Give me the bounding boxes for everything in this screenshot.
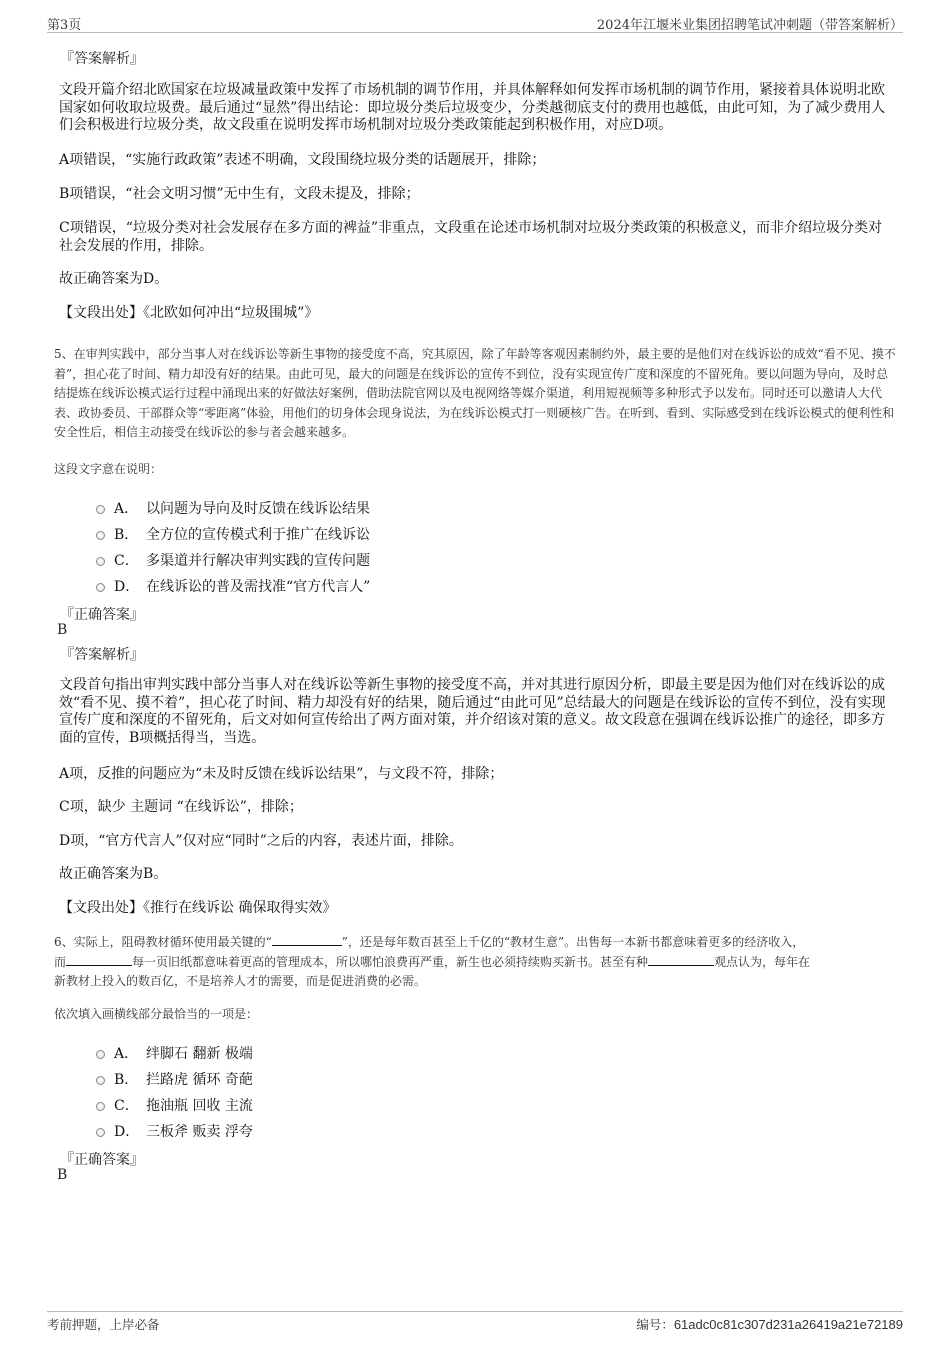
q6-option-b[interactable]: B． 拦路虎 循环 奇葩	[96, 1069, 253, 1089]
page-footer	[47, 1311, 903, 1334]
document-title: 2024年江堰米业集团招聘笔试冲刺题（带答案解析）	[596, 18, 903, 33]
q5-conclusion: 故正确答案为B。	[59, 866, 168, 882]
q6-option-c[interactable]: C． 拖油瓶 回收 主流	[96, 1095, 253, 1115]
radio-button[interactable]	[96, 1076, 105, 1085]
footer-serial: 编号：61adc0c81c307d231a26419a21e72189	[636, 1317, 903, 1332]
q5-answer: B	[57, 622, 68, 638]
q4-analysis-paragraph: 文段开篇介绍北欧国家在垃圾减量政策中发挥了市场机制的调节作用，并具体解释如何发挥市场机制的调节作用，紧接着具体说明北欧国家如何收取垃圾费。最后通过“显然”得出结论：即垃圾分类后垃圾变少，分类越彻底支付的费用也越低，由此可知，为了减少费用人们会积极进行垃圾分类，故文段重在说明发挥市场机制对垃圾分类政策能起到积极作用，对应D项。	[59, 82, 886, 133]
radio-button[interactable]	[96, 1050, 105, 1059]
radio-button[interactable]	[96, 505, 105, 514]
q5-source: 【文段出处】《推行在线诉讼 确保取得实效》	[59, 900, 337, 916]
radio-button[interactable]	[96, 583, 105, 592]
radio-button[interactable]	[96, 531, 105, 540]
q5-analysis-label: 『答案解析』	[60, 647, 144, 663]
q5-stem: 5、在审判实践中，部分当事人对在线诉讼等新生事物的接受度不高，究其原因，除了年龄等客观因素制约外，最主要的是他们对在线诉讼的成效“看不见、摸不着”，担心花了时间、精力却没有好的结果。由此可见，最大的问题是在线诉讼的宣传不到位，没有实现宣传广度和深度的不留死角。要以问题为导向，及时总结提炼在线诉讼模式运行过程中涌现出来的好做法好案例，借助法院官网以及电视网络等媒介渠道，利用短视频等多种形式予以发布。同时还可以邀请人大代表、政协委员、干部群众等“零距离”体验，用他们的切身体会现身说法，为在线诉讼模式打一则硬核广告。在听到、看到、实际感受到在线诉讼模式的便利性和安全性后，相信主动接受在线诉讼的参与者会越来越多。	[54, 347, 896, 439]
radio-button[interactable]	[96, 557, 105, 566]
q4-conclusion: 故正确答案为D。	[59, 271, 169, 287]
q4-analysis-label: 『答案解析』	[60, 51, 144, 67]
q6-option-a[interactable]: A． 绊脚石 翻新 极端	[96, 1043, 253, 1063]
q5-answer-label: 『正确答案』	[60, 607, 144, 623]
q5-option-a[interactable]: A． 以问题为导向及时反馈在线诉讼结果	[96, 498, 370, 518]
q5-option-c[interactable]: C． 多渠道并行解决审判实践的宣传问题	[96, 550, 370, 570]
q6-answer: B	[57, 1167, 68, 1183]
footer-slogan: 考前押题，上岸必备	[47, 1317, 160, 1332]
radio-button[interactable]	[96, 1128, 105, 1137]
q6-option-d[interactable]: D． 三板斧 贩卖 浮夸	[96, 1121, 253, 1141]
q5-item-a: A项，反推的问题应为“未及时反馈在线诉讼结果”，与文段不符，排除；	[59, 766, 504, 782]
q4-source: 【文段出处】《北欧如何冲出“垃圾围城”》	[59, 305, 319, 321]
page-header	[47, 12, 903, 33]
q6-answer-label: 『正确答案』	[60, 1152, 144, 1168]
q6-blank-1[interactable]	[272, 933, 342, 946]
q5-option-d[interactable]: D． 在线诉讼的普及需找准“官方代言人”	[96, 576, 370, 596]
q6-blank-2[interactable]	[66, 953, 132, 966]
q4-item-a: A项错误，“实施行政政策”表述不明确，文段围绕垃圾分类的话题展开，排除；	[59, 152, 546, 168]
q5-item-d: D项，“官方代言人”仅对应“同时”之后的内容，表述片面，排除。	[59, 833, 463, 849]
q6-blank-3[interactable]	[648, 953, 714, 966]
radio-button[interactable]	[96, 1102, 105, 1111]
q6-stem: 6、实际上，阻碍教材循环使用最关键的“ ”，还是每年数百甚至上千亿的“教材生意”。出售每一本新书都意味着更多的经济收入， 而 每一页旧纸都意味着更高的管理成本，所以哪怕浪费再严重，新生也必须持续购买新书。甚至有种 观点认为，每年在 新教材上投入的数百亿，不是培养人才的需要，而是促进消费的必需。	[54, 935, 811, 988]
q5-analysis-paragraph: 文段首句指出审判实践中部分当事人对在线诉讼等新生事物的接受度不高，并对其进行原因分析，即最主要是因为他们对在线诉讼的成效“看不见、摸不着”，担心花了时间、精力却没有好的结果，随后通过“由此可见”总结最大的问题是在线诉讼的宣传不到位，没有实现宣传广度和深度的不留死角，后文对如何宣传给出了两方面对策，并介绍该对策的意义。故文段意在强调在线诉讼推广的途径，即多方面的宣传，B项概括得当，当选。	[59, 677, 886, 746]
q5-item-c: C项，缺少 主题词 “在线诉讼”，排除；	[59, 799, 303, 815]
q4-item-b: B项错误，“社会文明习惯”无中生有，文段未提及，排除；	[59, 186, 420, 202]
q5-option-b[interactable]: B． 全方位的宣传模式利于推广在线诉讼	[96, 524, 370, 544]
q5-question: 这段文字意在说明：	[54, 462, 163, 476]
q6-question: 依次填入画横线部分最恰当的一项是：	[54, 1007, 259, 1021]
page-number: 第3页	[47, 18, 82, 33]
q4-item-c: C项错误，“垃圾分类对社会发展存在多方面的裨益”非重点，文段重在论述市场机制对垃圾分类政策的积极意义，而非介绍垃圾分类对社会发展的作用，排除。	[59, 220, 883, 254]
